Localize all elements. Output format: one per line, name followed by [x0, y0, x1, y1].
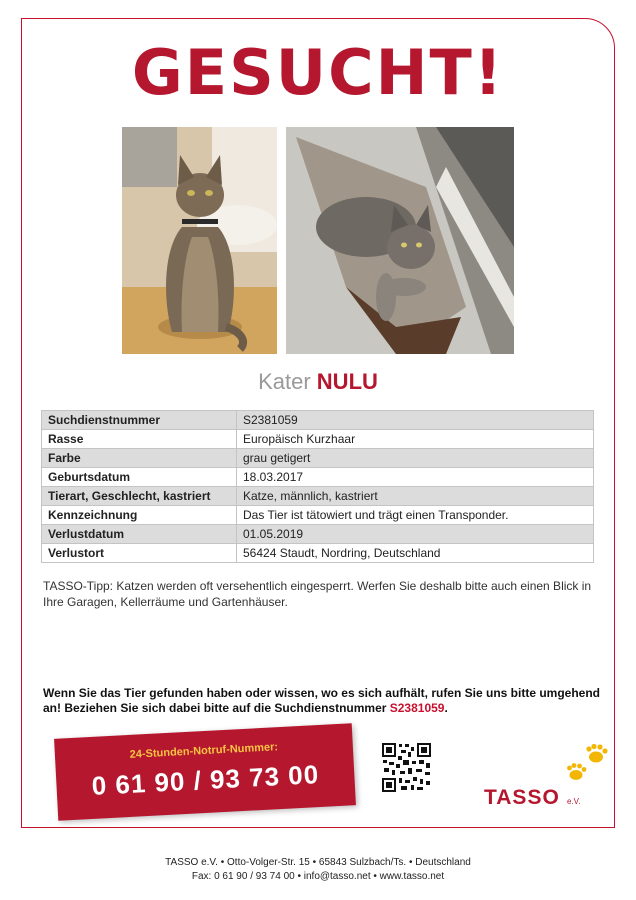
- table-row: [42, 525, 594, 544]
- table-row: [42, 411, 594, 430]
- detail-label: Rasse: [42, 430, 237, 449]
- detail-label: Tierart, Geschlecht, kastriert: [42, 487, 237, 506]
- table-row: [42, 430, 594, 449]
- footer-address: TASSO e.V. • Otto-Volger-Str. 15 • 65843 Sulzbach/Ts. • Deutschland: [165, 857, 471, 868]
- table-row: [42, 506, 594, 525]
- pet-name-value: NULU: [316, 369, 378, 394]
- detail-value: 56424 Staudt, Nordring, Deutschland: [237, 544, 594, 563]
- contact-appeal: [43, 686, 608, 716]
- hotline-label: 24-Stunden-Notruf-Nummer:: [129, 741, 279, 761]
- appeal-number: S2381059: [389, 701, 445, 715]
- detail-value: Das Tier ist tätowiert und trägt einen Transponder.: [237, 506, 594, 525]
- cat-photo-sitting: [122, 127, 277, 354]
- headline: GESUCHT!: [131, 36, 505, 109]
- details-table: [41, 410, 594, 563]
- table-row: [42, 487, 594, 506]
- detail-label: Kennzeichnung: [42, 506, 237, 525]
- appeal-text: Wenn Sie das Tier gefunden haben oder wissen, wo es sich aufhält, rufen Sie uns bitte umgehend an! Beziehen Sie sich dabei bitte auf die Suchdienstnummer: [43, 686, 600, 715]
- detail-label: Geburtsdatum: [42, 468, 237, 487]
- footer-contact: Fax: 0 61 90 / 93 74 00 • info@tasso.net • www.tasso.net: [191, 871, 445, 882]
- tasso-tip: TASSO-Tipp: Katzen werden oft versehentlich eingesperrt. Werfen Sie deshalb bitte auch einen Blick in Ihre Garagen, Kellerräume und Gartenhäuser.: [43, 579, 592, 609]
- detail-value: Europäisch Kurzhaar: [237, 430, 594, 449]
- table-row: [42, 449, 594, 468]
- detail-label: Suchdienstnummer: [42, 411, 237, 430]
- paw-icon: [566, 744, 610, 784]
- tasso-logo[interactable]: TASSO: [484, 786, 560, 809]
- cat-photo-lying: [286, 127, 514, 354]
- hotline-banner: [54, 723, 356, 820]
- detail-value: 18.03.2017: [237, 468, 594, 487]
- table-row: [42, 544, 594, 563]
- detail-label: Verlustdatum: [42, 525, 237, 544]
- pet-name: [0, 368, 636, 396]
- hotline-number[interactable]: 0 61 90 / 93 73 00: [90, 759, 320, 801]
- detail-value: grau getigert: [237, 449, 594, 468]
- qr-code[interactable]: [381, 742, 432, 793]
- tasso-logo-suffix: e.V.: [567, 797, 581, 806]
- detail-value: Katze, männlich, kastriert: [237, 487, 594, 506]
- detail-label: Verlustort: [42, 544, 237, 563]
- table-row: [42, 468, 594, 487]
- appeal-suffix: .: [444, 701, 448, 715]
- detail-value: 01.05.2019: [237, 525, 594, 544]
- pet-species: Kater: [258, 369, 311, 394]
- detail-value: S2381059: [237, 411, 594, 430]
- detail-label: Farbe: [42, 449, 237, 468]
